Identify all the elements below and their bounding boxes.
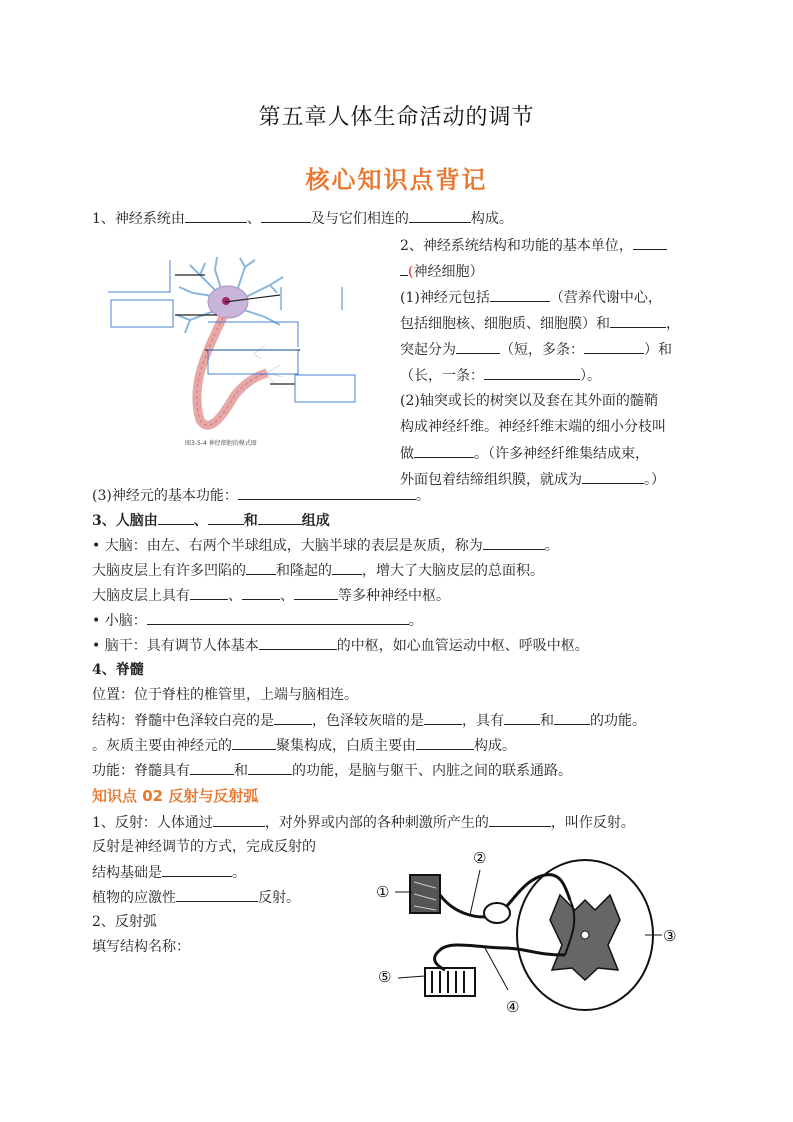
text: • 大脑：由左、右两个半球组成，大脑半球的表层是灰质，称为 xyxy=(92,538,483,554)
text: 神经细胞） xyxy=(413,264,484,280)
text: 构成。 xyxy=(474,738,516,754)
blank-field[interactable] xyxy=(190,585,228,600)
spinal-gray-line xyxy=(92,735,516,756)
blank-field[interactable] xyxy=(259,635,337,650)
text: 组成 xyxy=(301,513,330,529)
text: 。 xyxy=(415,488,430,504)
marker-1: ① xyxy=(376,883,390,901)
blank-field[interactable] xyxy=(176,887,258,902)
neuron-unit-line-2 xyxy=(400,261,483,282)
figure-caption: 图3-5-4 神经细胞的模式图 xyxy=(185,440,257,447)
text: 做 xyxy=(400,446,414,462)
text: 功能：脊髓具有 xyxy=(92,763,190,779)
text: 及与它们相连的 xyxy=(310,211,409,227)
text: 的中枢，如心血管运动中枢、呼吸中枢。 xyxy=(336,638,589,654)
text: 和 xyxy=(234,763,248,779)
blank-field[interactable] xyxy=(258,510,302,525)
section-subtitle: 核心知识点背记 xyxy=(305,165,488,194)
neuron-unit-line xyxy=(400,235,667,256)
blank-field[interactable] xyxy=(294,585,338,600)
text: 、 xyxy=(280,588,294,604)
text: 的功能，是脑与躯干、内脏之间的联系通路。 xyxy=(292,763,572,779)
label-box[interactable] xyxy=(111,300,173,327)
blank-field[interactable] xyxy=(238,485,416,500)
text: 。 xyxy=(232,865,246,881)
blank-field[interactable] xyxy=(489,812,551,827)
text: （长，一条： xyxy=(400,368,484,384)
text: ，叫作反射。 xyxy=(550,815,635,831)
blank-field[interactable] xyxy=(504,710,540,725)
reflex-section-heading: 知识点 02 反射与反射弧 xyxy=(92,787,259,805)
text: 、 xyxy=(246,211,261,227)
text: 。灰质主要由神经元的 xyxy=(92,738,232,754)
text: 。 xyxy=(544,538,559,554)
fill-structure-prompt: 填写结构名称： xyxy=(92,939,190,955)
spinal-structure-line xyxy=(92,710,646,731)
blank-field[interactable] xyxy=(490,287,550,302)
marker-5: ⑤ xyxy=(378,968,392,986)
text: （营养代谢中心， xyxy=(549,290,662,306)
text: ，具有 xyxy=(462,713,504,729)
nerve-fiber-line: (2)轴突或长的树突以及套在其外面的髓鞘 xyxy=(400,393,658,409)
label-boxes xyxy=(108,260,355,402)
spinal-position-line: 位置：位于脊柱的椎管里，上端与脑相连。 xyxy=(92,687,358,703)
text: (1)神经元包括 xyxy=(400,290,490,306)
blank-field[interactable] xyxy=(584,339,644,354)
text: ，对外界或内部的各种刺激所产生的 xyxy=(264,815,489,831)
text: ，色泽较灰暗的是 xyxy=(312,713,424,729)
text: 构成。 xyxy=(470,211,513,227)
blank-field[interactable] xyxy=(185,208,247,223)
cerebellum-line xyxy=(92,610,423,631)
cerebrum-line xyxy=(92,535,559,556)
text: 植物的应激性 xyxy=(92,890,176,906)
blank-field[interactable] xyxy=(332,560,362,575)
blank-field[interactable] xyxy=(484,365,580,380)
chapter-title: 第五章人体生命活动的调节 xyxy=(258,105,535,130)
neuron-processes-line xyxy=(400,339,672,360)
blank-field[interactable] xyxy=(582,469,644,484)
marker-3: ③ xyxy=(663,927,677,945)
text: 等多种神经中枢。 xyxy=(338,588,450,604)
plant-response-line xyxy=(92,887,300,908)
neuron-diagram xyxy=(105,255,360,455)
text: (3)神经元的基本功能： xyxy=(92,488,238,504)
text: 外面包着结缔组织膜，就成为 xyxy=(400,472,582,488)
blank-field[interactable] xyxy=(483,535,545,550)
cortex-centers-line xyxy=(92,585,450,606)
blank-field[interactable] xyxy=(213,812,265,827)
text: 3、人脑由 xyxy=(92,513,158,529)
nervous-system-line xyxy=(92,208,513,229)
text: 、 xyxy=(228,588,242,604)
blank-field[interactable] xyxy=(409,208,471,223)
reflex-method-line: 反射是神经调节的方式，完成反射的 xyxy=(92,839,316,855)
brain-heading xyxy=(92,510,330,531)
text: 。（许多神经纤维集结成束， xyxy=(474,446,649,462)
blank-field[interactable] xyxy=(456,339,500,354)
text: 结构：脊髓中色泽较白亮的是 xyxy=(92,713,274,729)
brainstem-line xyxy=(92,635,589,656)
text: 1、神经系统由 xyxy=(92,211,185,227)
blank-field[interactable] xyxy=(147,610,409,625)
blank-field[interactable] xyxy=(424,710,462,725)
neuron-parts-line-2 xyxy=(400,313,680,334)
blank-field[interactable] xyxy=(232,735,276,750)
text: 的功能。 xyxy=(590,713,646,729)
text: 结构基础是 xyxy=(92,865,162,881)
text: 、 xyxy=(193,513,208,529)
nerve-ending-line xyxy=(400,443,649,464)
text: 包括细胞核、细胞质、细胞膜）和 xyxy=(400,316,610,332)
blank-field[interactable] xyxy=(414,443,474,458)
blank-field[interactable] xyxy=(158,510,194,525)
blank-field[interactable] xyxy=(274,710,312,725)
text: 和 xyxy=(540,713,554,729)
blank-field[interactable] xyxy=(248,760,292,775)
blank-field[interactable] xyxy=(242,585,280,600)
spinal-function-line xyxy=(92,760,572,781)
blank-field[interactable] xyxy=(610,313,666,328)
text: ，增大了大脑皮层的总面积。 xyxy=(362,563,544,579)
text: 大脑皮层上具有 xyxy=(92,588,190,604)
text: • 脑干：具有调节人体基本 xyxy=(92,638,259,654)
marker-2: ② xyxy=(473,849,487,867)
efferent-nerve-illustration xyxy=(435,945,565,970)
neuron-parts-line xyxy=(400,287,662,308)
text: 和 xyxy=(243,513,258,529)
reflex-arc-heading: 2、反射弧 xyxy=(92,914,157,930)
axon-illustration xyxy=(197,317,267,425)
text: 1、反射：人体通过 xyxy=(92,815,213,831)
blank-field[interactable] xyxy=(246,560,276,575)
text: 。 xyxy=(408,613,423,629)
ganglion-illustration xyxy=(484,903,510,923)
text: 和隆起的 xyxy=(276,563,332,579)
blank-field[interactable] xyxy=(162,862,232,877)
spinal-heading: 4、脊髓 xyxy=(92,662,144,678)
text: 反射。 xyxy=(258,890,300,906)
blank-field[interactable] xyxy=(261,208,311,223)
effector-illustration xyxy=(425,968,475,996)
text: 2、神经系统结构和功能的基本单位， xyxy=(400,238,633,254)
text: ）。 xyxy=(580,368,601,384)
text: ( xyxy=(408,264,414,280)
cortex-folds-line xyxy=(92,560,544,581)
blank-field[interactable] xyxy=(554,710,590,725)
blank-field[interactable] xyxy=(400,261,408,276)
marker-4: ④ xyxy=(506,998,520,1016)
neuron-processes-line-2 xyxy=(400,365,601,386)
text: （短，多条： xyxy=(500,342,584,358)
neuron-function-line xyxy=(92,485,430,506)
reflex-definition-line xyxy=(92,812,635,833)
reflex-basis-line xyxy=(92,862,246,883)
text: ， xyxy=(666,316,680,332)
blank-field[interactable] xyxy=(633,235,667,250)
reflex-arc-diagram xyxy=(370,840,690,1035)
blank-field[interactable] xyxy=(208,510,244,525)
text: ）和 xyxy=(644,342,672,358)
nerve-line xyxy=(400,469,665,490)
blank-field[interactable] xyxy=(190,760,234,775)
text: 大脑皮层上有许多凹陷的 xyxy=(92,563,246,579)
text: 突起分为 xyxy=(400,342,456,358)
text: • 小脑： xyxy=(92,613,147,629)
label-box[interactable] xyxy=(295,375,355,402)
nerve-fiber-line-2: 构成神经纤维。神经纤维末端的细小分枝叫 xyxy=(400,419,666,435)
text: 。） xyxy=(644,472,665,488)
text: 聚集构成，白质主要由 xyxy=(276,738,416,754)
blank-field[interactable] xyxy=(416,735,474,750)
